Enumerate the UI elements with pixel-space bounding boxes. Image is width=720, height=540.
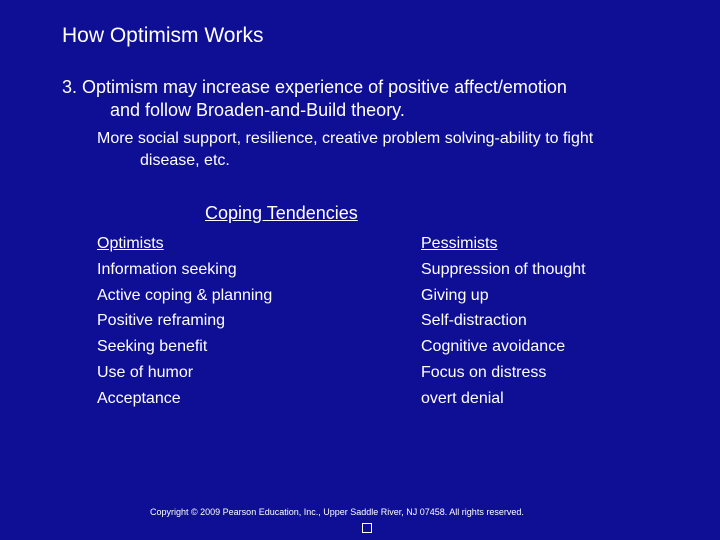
optimists-item: Use of humor: [97, 363, 194, 381]
main-point-line-1: 3. Optimism may increase experience of positive affect/emotion: [62, 77, 567, 97]
pessimists-header: Pessimists: [421, 235, 498, 252]
optimists-item: Active coping & planning: [97, 286, 273, 304]
sub-point-line-1: More social support, resilience, creative problem solving-ability to fight: [97, 130, 594, 147]
sub-point-line-2: disease, etc.: [140, 152, 230, 169]
pessimists-item: Self-distraction: [421, 312, 527, 330]
pessimists-item: Cognitive avoidance: [421, 338, 566, 356]
optimists-item: Positive reframing: [97, 312, 226, 330]
optimists-header: Optimists: [97, 235, 164, 252]
pessimists-item: Giving up: [421, 286, 489, 304]
copyright-footer: Copyright © 2009 Pearson Education, Inc., Upper Saddle River, NJ 07458. All rights reserved.: [150, 507, 524, 517]
table-heading: Coping Tendencies: [205, 203, 358, 223]
pessimists-item: Suppression of thought: [421, 260, 586, 278]
optimists-item: Seeking benefit: [97, 338, 208, 356]
optimists-item: Information seeking: [97, 260, 237, 278]
sub-point: [97, 128, 593, 172]
optimists-item: Acceptance: [97, 389, 181, 407]
main-point: [62, 76, 567, 122]
pessimists-column: [421, 231, 586, 412]
pessimists-item: overt denial: [421, 389, 504, 407]
main-point-line-2: and follow Broaden-and-Build theory.: [110, 100, 405, 120]
slide-nav-box[interactable]: [362, 523, 372, 533]
slide-title: How Optimism Works: [62, 24, 264, 47]
pessimists-item: Focus on distress: [421, 363, 547, 381]
optimists-column: [97, 231, 419, 412]
